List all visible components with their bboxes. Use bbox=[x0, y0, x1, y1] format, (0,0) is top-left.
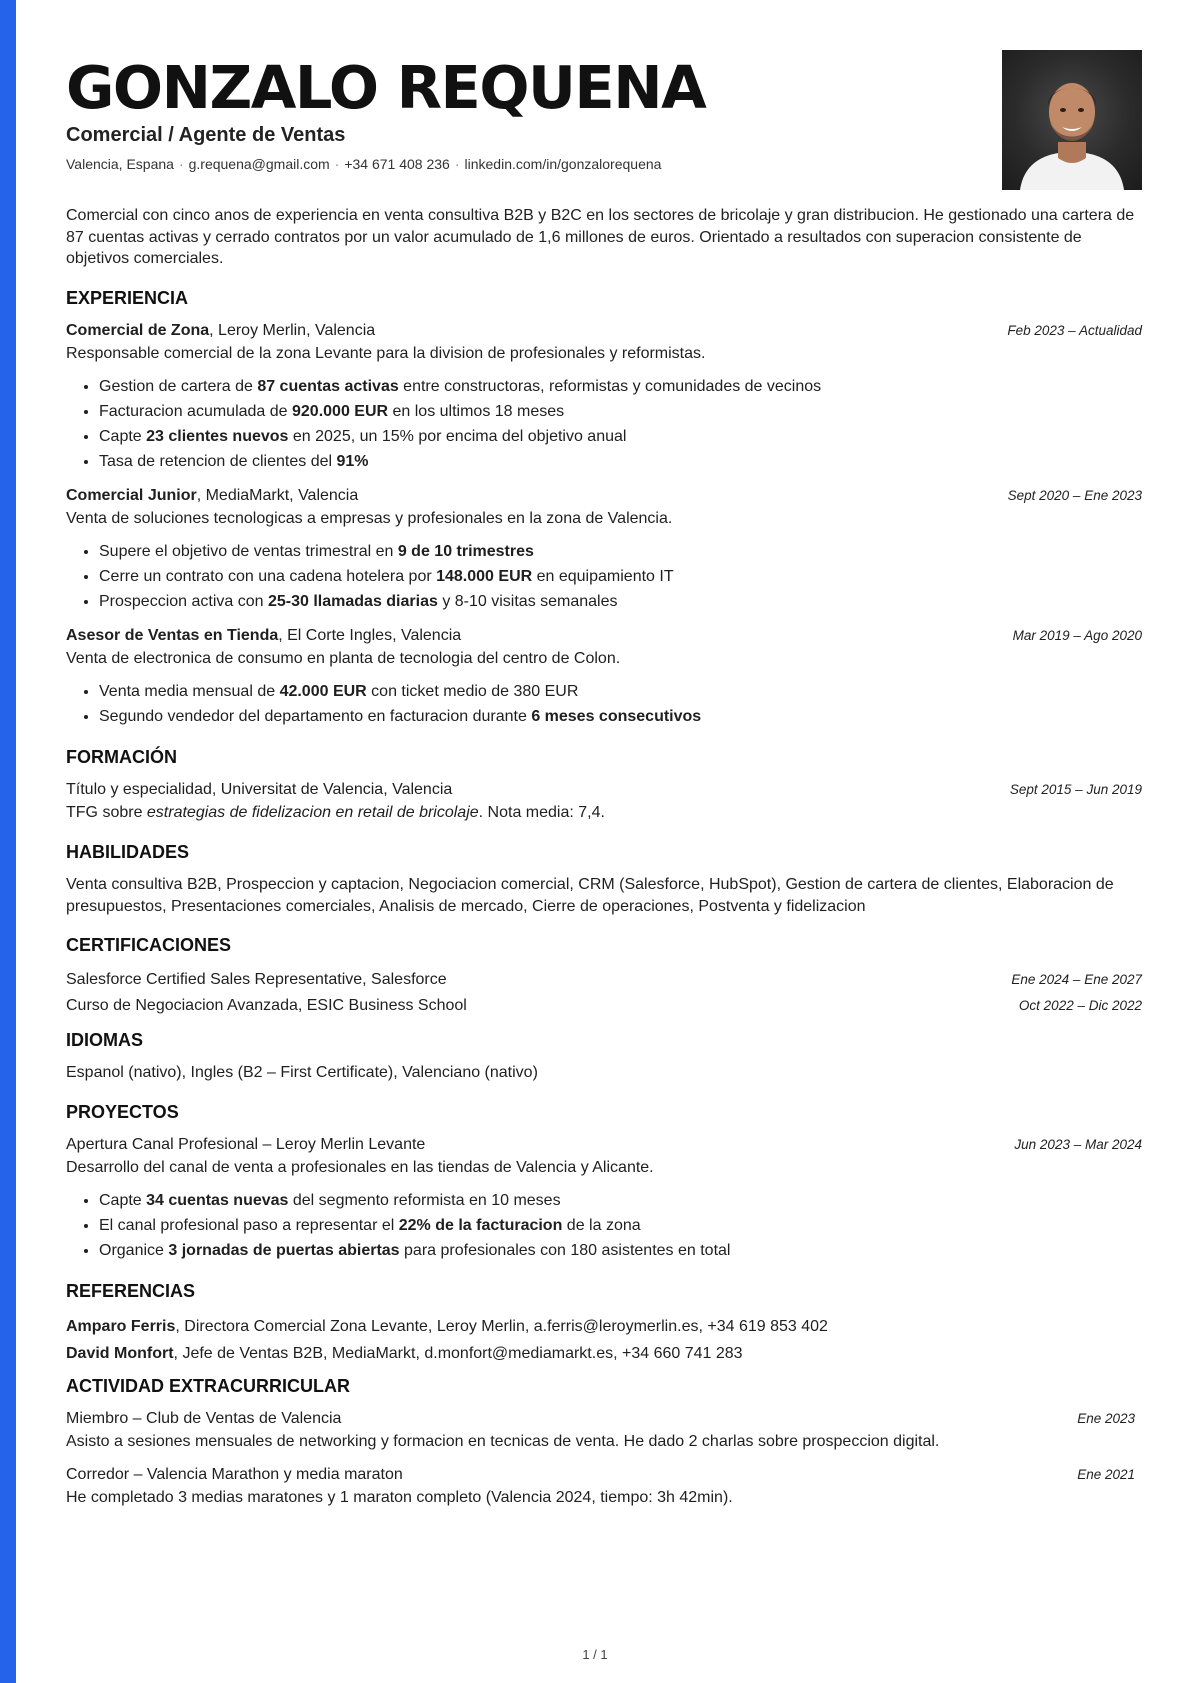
highlight: 148.000 EUR bbox=[436, 568, 533, 585]
text: de la zona bbox=[562, 1216, 641, 1234]
achievement-item bbox=[99, 449, 1142, 474]
achievement-item bbox=[99, 399, 1142, 424]
text: en los ultimos 18 meses bbox=[388, 403, 565, 420]
entry-date: Ene 2024 – Ene 2027 bbox=[1011, 972, 1142, 987]
text: para profesionales con 180 asistentes en total bbox=[399, 1241, 731, 1259]
contact-linkedin[interactable]: linkedin.com/in/gonzalorequena bbox=[464, 156, 662, 172]
contact-separator: · bbox=[454, 156, 460, 172]
achievement-item bbox=[99, 589, 1142, 614]
highlight: 920.000 EUR bbox=[292, 403, 389, 420]
achievement-item bbox=[99, 1213, 1142, 1238]
extracurricular-entry bbox=[66, 1408, 1142, 1453]
experience-section bbox=[66, 287, 1142, 729]
text: y 8-10 visitas semanales bbox=[437, 593, 618, 610]
text: en equipamiento IT bbox=[532, 568, 674, 585]
achievement-item bbox=[99, 1238, 1142, 1263]
resume-content bbox=[66, 287, 1142, 1526]
references-section bbox=[66, 1280, 1142, 1367]
education-line: Título y especialidad, Universitat de Valencia, Valencia bbox=[66, 781, 453, 798]
reference-item bbox=[66, 1313, 1142, 1340]
entry-role: Comercial Junior bbox=[66, 487, 197, 504]
section-title: PROYECTOS bbox=[66, 1101, 179, 1122]
highlight: 91% bbox=[336, 453, 369, 470]
entry-header bbox=[66, 1134, 1142, 1156]
text: Facturacion acumulada de bbox=[99, 403, 292, 420]
certification-item bbox=[66, 993, 1142, 1019]
profile-summary: Comercial con cinco anos de experiencia en venta consultiva B2B y B2C en los sectores de bricolaje y gran distribucion. He gestionado una cartera de 87 cuentas activas y cerrado contratos por un valor acumulado de 1,6 millones de euros. Orientado a resultados con superacion consistente de objetivos comerciales. bbox=[66, 207, 1135, 267]
entry-role: Comercial de Zona bbox=[66, 322, 210, 339]
reference-details: , Directora Comercial Zona Levante, Leroy Merlin, a.ferris@leroymerlin.es, +34 619 853 402 bbox=[175, 1317, 828, 1335]
section-title: REFERENCIAS bbox=[66, 1280, 196, 1301]
reference-item bbox=[66, 1340, 1142, 1367]
entry-date: Feb 2023 – Actualidad bbox=[1007, 323, 1142, 338]
thesis-topic: estrategias de fidelizacion en retail de bricolaje bbox=[146, 804, 479, 821]
text: El canal profesional paso a representar el bbox=[99, 1216, 399, 1234]
section-title: ACTIVIDAD EXTRACURRICULAR bbox=[66, 1375, 350, 1396]
text: Capte bbox=[99, 428, 147, 445]
activity-name: Corredor – Valencia Marathon y media maraton bbox=[66, 1465, 403, 1483]
entry-date: Sept 2020 – Ene 2023 bbox=[1007, 488, 1142, 503]
entry-org: , MediaMarkt, Valencia bbox=[196, 487, 359, 504]
text: Supere el objetivo de ventas trimestral en bbox=[99, 543, 398, 560]
extracurricular-entry bbox=[66, 1464, 1142, 1509]
entry-date: Sept 2015 – Jun 2019 bbox=[1009, 782, 1142, 797]
text: Venta media mensual de bbox=[99, 683, 280, 700]
candidate-name: GONZALO REQUENA bbox=[66, 53, 706, 122]
section-title: IDIOMAS bbox=[66, 1030, 144, 1050]
text: Tasa de retencion de clientes del bbox=[99, 453, 337, 470]
highlight: 25-30 llamadas diarias bbox=[267, 593, 438, 610]
contact-location: Valencia, Espana bbox=[66, 156, 174, 172]
entry-org: , Leroy Merlin, Valencia bbox=[209, 322, 376, 339]
achievements-list bbox=[66, 539, 1142, 614]
text: con ticket medio de 380 EUR bbox=[366, 683, 579, 700]
portrait-icon bbox=[1002, 50, 1142, 190]
achievements-list bbox=[66, 1188, 1142, 1263]
highlight: 42.000 EUR bbox=[279, 683, 367, 700]
reference-details: , Jefe de Ventas B2B, MediaMarkt, d.monfort@mediamarkt.es, +34 660 741 283 bbox=[173, 1344, 743, 1362]
activity-description: Asisto a sesiones mensuales de networking y formacion en tecnicas de venta. He dado 2 charlas sobre prospeccion digital. bbox=[66, 1432, 940, 1450]
reference-name: Amparo Ferris bbox=[66, 1317, 176, 1335]
entry-date: Mar 2019 – Ago 2020 bbox=[1012, 628, 1142, 643]
entry-header bbox=[66, 779, 1142, 801]
project-name: Apertura Canal Profesional – Leroy Merlin Levante bbox=[66, 1135, 426, 1153]
achievement-item bbox=[99, 374, 1142, 399]
highlight: 87 cuentas activas bbox=[257, 378, 399, 395]
entry-title bbox=[66, 485, 358, 507]
contact-phone[interactable]: +34 671 408 236 bbox=[344, 156, 450, 172]
highlight: 9 de 10 trimestres bbox=[397, 543, 534, 560]
contact-separator: · bbox=[334, 156, 340, 172]
section-title: FORMACIÓN bbox=[66, 747, 177, 767]
text: en 2025, un 15% por encima del objetivo anual bbox=[288, 428, 627, 445]
text: Cerre un contrato con una cadena hotelera por bbox=[99, 568, 437, 585]
entry-header bbox=[66, 485, 1142, 507]
page-number: 1 / 1 bbox=[582, 1647, 608, 1662]
education-description bbox=[66, 802, 1142, 824]
extracurricular-section bbox=[66, 1375, 1142, 1509]
education-section bbox=[66, 746, 1142, 824]
job-title: Comercial / Agente de Ventas bbox=[66, 124, 346, 146]
entry-header bbox=[66, 320, 1142, 342]
achievement-item bbox=[99, 424, 1142, 449]
skills-text: Venta consultiva B2B, Prospeccion y captacion, Negociacion comercial, CRM (Salesforce, HubSpot), Gestion de cartera de clientes, Elaboracion de presupuestos, Presentaciones comerciales, Analisis de mercado, Cierre de operaciones, Postventa y fidelizacion bbox=[66, 876, 1114, 915]
section-title: CERTIFICACIONES bbox=[66, 935, 232, 955]
experience-entry bbox=[66, 625, 1142, 729]
project-description: Desarrollo del canal de venta a profesionales en las tiendas de Valencia y Alicante. bbox=[66, 1158, 654, 1176]
entry-header bbox=[66, 1408, 1142, 1430]
achievement-item bbox=[99, 679, 1142, 704]
text: Organice bbox=[99, 1241, 169, 1259]
entry-org: , El Corte Ingles, Valencia bbox=[278, 627, 462, 644]
achievements-list bbox=[66, 374, 1142, 474]
entry-date: Oct 2022 – Dic 2022 bbox=[1018, 998, 1142, 1013]
entry-description: Responsable comercial de la zona Levante para la division de profesionales y reformistas. bbox=[66, 345, 706, 362]
highlight: 6 meses consecutivos bbox=[531, 708, 702, 725]
highlight: 3 jornadas de puertas abiertas bbox=[168, 1241, 400, 1259]
languages-text: Espanol (nativo), Ingles (B2 – First Certificate), Valenciano (nativo) bbox=[66, 1064, 538, 1081]
achievement-item bbox=[99, 704, 1142, 729]
text: TFG sobre bbox=[66, 804, 147, 821]
entry-header bbox=[66, 1464, 1142, 1486]
achievements-list bbox=[66, 679, 1142, 729]
text: Gestion de cartera de bbox=[99, 378, 258, 395]
contact-email[interactable]: g.requena@gmail.com bbox=[188, 156, 330, 172]
entry-date: Ene 2023 bbox=[1077, 1410, 1135, 1426]
text: entre constructoras, reformistas y comunidades de vecinos bbox=[398, 378, 822, 395]
contact-line bbox=[66, 156, 661, 172]
accent-bar bbox=[0, 0, 16, 1683]
languages-section bbox=[66, 1029, 1142, 1084]
entry-description: Venta de soluciones tecnologicas a empresas y profesionales en la zona de Valencia. bbox=[66, 510, 673, 527]
achievement-item bbox=[99, 564, 1142, 589]
text: Prospeccion activa con bbox=[99, 593, 268, 610]
certification-name: Salesforce Certified Sales Representative, Salesforce bbox=[66, 971, 447, 988]
entry-description: Venta de electronica de consumo en planta de tecnologia del centro de Colon. bbox=[66, 650, 621, 667]
contact-separator: · bbox=[178, 156, 184, 172]
projects-section bbox=[66, 1101, 1142, 1263]
activity-name: Miembro – Club de Ventas de Valencia bbox=[66, 1409, 342, 1427]
entry-title bbox=[66, 625, 461, 647]
achievement-item bbox=[99, 539, 1142, 564]
text: del segmento reformista en 10 meses bbox=[288, 1191, 561, 1209]
certification-name: Curso de Negociacion Avanzada, ESIC Business School bbox=[66, 997, 467, 1014]
highlight: 23 clientes nuevos bbox=[146, 428, 289, 445]
experience-entry bbox=[66, 485, 1142, 614]
achievement-item bbox=[99, 1188, 1142, 1213]
text: Segundo vendedor del departamento en facturacion durante bbox=[99, 708, 532, 725]
section-title: EXPERIENCIA bbox=[66, 288, 189, 308]
activity-description: He completado 3 medias maratones y 1 maraton completo (Valencia 2024, tiempo: 3h 42min). bbox=[66, 1488, 733, 1506]
entry-date: Jun 2023 – Mar 2024 bbox=[1014, 1136, 1142, 1152]
highlight: 22% de la facturacion bbox=[398, 1216, 563, 1234]
highlight: 34 cuentas nuevas bbox=[146, 1191, 289, 1209]
entry-header bbox=[66, 625, 1142, 647]
certification-item bbox=[66, 967, 1142, 993]
entry-title bbox=[66, 320, 375, 342]
profile-photo bbox=[1002, 50, 1142, 190]
experience-entry bbox=[66, 320, 1142, 474]
entry-date: Ene 2021 bbox=[1077, 1466, 1135, 1482]
section-title: HABILIDADES bbox=[66, 842, 190, 862]
entry-role: Asesor de Ventas en Tienda bbox=[66, 627, 279, 644]
text: . Nota media: 7,4. bbox=[478, 804, 605, 821]
resume-page bbox=[66, 0, 1142, 1683]
text: Capte bbox=[99, 1191, 147, 1209]
certifications-section bbox=[66, 934, 1142, 1019]
reference-name: David Monfort bbox=[66, 1344, 174, 1362]
skills-section bbox=[66, 841, 1142, 917]
